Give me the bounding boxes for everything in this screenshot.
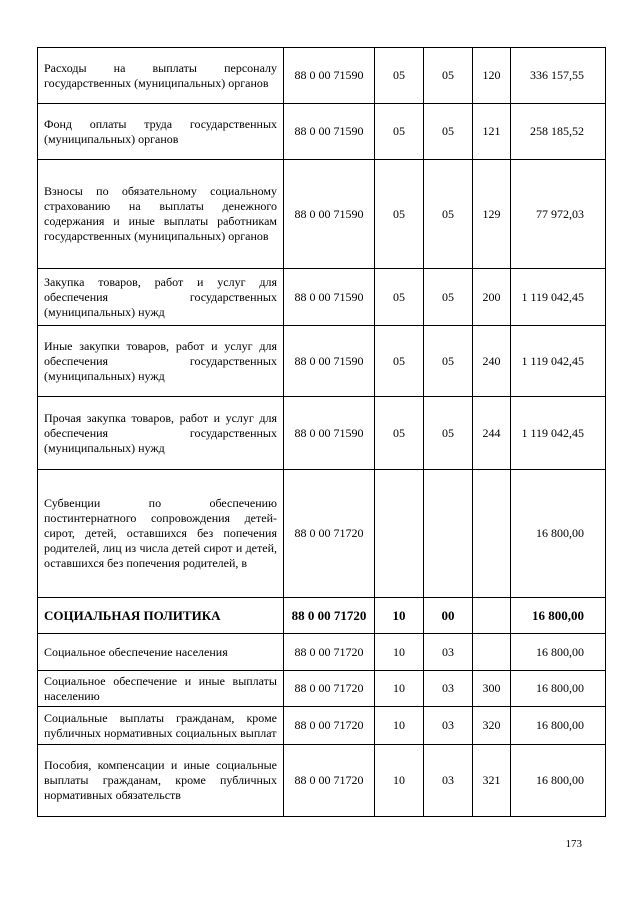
cell-pr: 05 [424, 48, 473, 104]
cell-name: Пособия, компенсации и иные социальные выплаты гражданам, кроме публичных нормативных обязательств [38, 745, 284, 817]
cell-vr: 240 [473, 326, 511, 397]
cell-vr: 120 [473, 48, 511, 104]
table-row [38, 745, 606, 817]
table-row [38, 269, 606, 326]
table-row [38, 397, 606, 470]
cell-rz: 05 [375, 160, 424, 269]
cell-pr: 05 [424, 397, 473, 470]
cell-csr: 88 0 00 71590 [284, 104, 375, 160]
cell-sum: 1 119 042,45 [511, 269, 606, 326]
cell-name: Фонд оплаты труда государственных (муниципальных) органов [38, 104, 284, 160]
cell-name: СОЦИАЛЬНАЯ ПОЛИТИКА [38, 598, 284, 634]
page-number: 173 [565, 838, 582, 850]
table-row [38, 634, 606, 671]
table-row [38, 326, 606, 397]
cell-sum: 16 800,00 [511, 470, 606, 598]
table-row [38, 104, 606, 160]
table-body [38, 48, 606, 817]
cell-pr: 03 [424, 707, 473, 745]
cell-pr: 05 [424, 160, 473, 269]
cell-pr: 03 [424, 745, 473, 817]
cell-name: Взносы по обязательному социальному страхованию на выплаты денежного содержания и иные выплаты работникам государственных (муниципальных) органов [38, 160, 284, 269]
cell-rz: 05 [375, 326, 424, 397]
cell-csr: 88 0 00 71720 [284, 634, 375, 671]
cell-csr: 88 0 00 71590 [284, 160, 375, 269]
cell-vr [473, 598, 511, 634]
cell-sum: 258 185,52 [511, 104, 606, 160]
cell-vr: 200 [473, 269, 511, 326]
cell-csr: 88 0 00 71720 [284, 707, 375, 745]
table-row [38, 707, 606, 745]
cell-vr: 300 [473, 671, 511, 707]
cell-vr: 121 [473, 104, 511, 160]
cell-sum: 16 800,00 [511, 598, 606, 634]
cell-vr [473, 634, 511, 671]
cell-csr: 88 0 00 71590 [284, 397, 375, 470]
cell-sum: 1 119 042,45 [511, 326, 606, 397]
cell-sum: 1 119 042,45 [511, 397, 606, 470]
cell-name: Социальное обеспечение населения [38, 634, 284, 671]
cell-vr [473, 470, 511, 598]
cell-rz [375, 470, 424, 598]
cell-csr: 88 0 00 71720 [284, 598, 375, 634]
cell-csr: 88 0 00 71720 [284, 470, 375, 598]
cell-name: Закупка товаров, работ и услуг для обеспечения государственных (муниципальных) нужд [38, 269, 284, 326]
cell-sum: 16 800,00 [511, 634, 606, 671]
cell-rz: 10 [375, 707, 424, 745]
cell-rz: 10 [375, 671, 424, 707]
cell-name: Расходы на выплаты персоналу государственных (муниципальных) органов [38, 48, 284, 104]
cell-rz: 10 [375, 598, 424, 634]
cell-rz: 10 [375, 634, 424, 671]
cell-csr: 88 0 00 71590 [284, 269, 375, 326]
table-row [38, 598, 606, 634]
table-row [38, 671, 606, 707]
table-row [38, 160, 606, 269]
cell-csr: 88 0 00 71720 [284, 671, 375, 707]
cell-name: Субвенции по обеспечению постинтернатного сопровождения детей-сирот, детей, оставшихся без попечения родителей, лиц из числа детей сирот и детей, оставшихся без попечения родителей, в [38, 470, 284, 598]
cell-pr: 05 [424, 104, 473, 160]
cell-csr: 88 0 00 71590 [284, 48, 375, 104]
cell-pr: 03 [424, 671, 473, 707]
budget-table [37, 47, 606, 817]
cell-rz: 05 [375, 269, 424, 326]
table-row [38, 48, 606, 104]
cell-rz: 05 [375, 48, 424, 104]
cell-sum: 77 972,03 [511, 160, 606, 269]
cell-pr: 05 [424, 269, 473, 326]
cell-rz: 10 [375, 745, 424, 817]
cell-rz: 05 [375, 397, 424, 470]
cell-vr: 321 [473, 745, 511, 817]
cell-sum: 16 800,00 [511, 707, 606, 745]
cell-pr: 05 [424, 326, 473, 397]
cell-name: Прочая закупка товаров, работ и услуг для обеспечения государственных (муниципальных) нужд [38, 397, 284, 470]
table-row [38, 470, 606, 598]
cell-vr: 244 [473, 397, 511, 470]
cell-rz: 05 [375, 104, 424, 160]
cell-csr: 88 0 00 71720 [284, 745, 375, 817]
cell-name: Социальные выплаты гражданам, кроме публичных нормативных социальных выплат [38, 707, 284, 745]
cell-pr: 03 [424, 634, 473, 671]
cell-sum: 336 157,55 [511, 48, 606, 104]
cell-name: Социальное обеспечение и иные выплаты населению [38, 671, 284, 707]
cell-sum: 16 800,00 [511, 745, 606, 817]
cell-vr: 320 [473, 707, 511, 745]
cell-pr: 00 [424, 598, 473, 634]
cell-sum: 16 800,00 [511, 671, 606, 707]
cell-vr: 129 [473, 160, 511, 269]
cell-name: Иные закупки товаров, работ и услуг для обеспечения государственных (муниципальных) нужд [38, 326, 284, 397]
cell-csr: 88 0 00 71590 [284, 326, 375, 397]
cell-pr [424, 470, 473, 598]
